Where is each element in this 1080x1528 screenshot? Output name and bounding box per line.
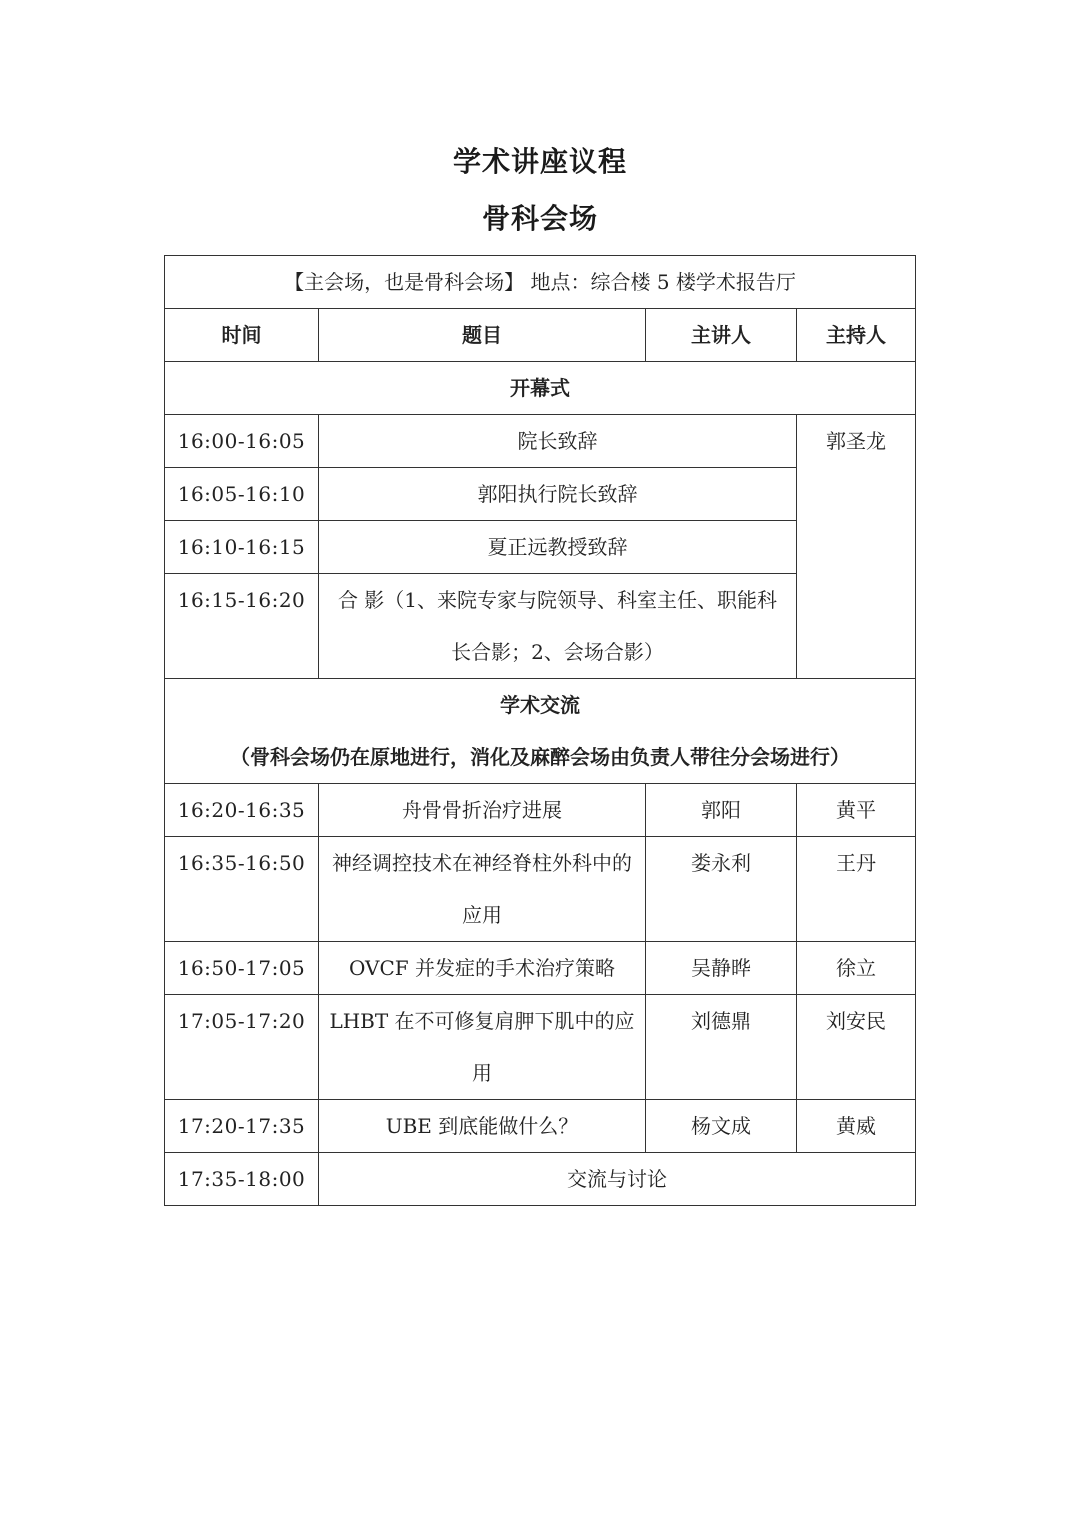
venue-text: 【主会场，也是骨科会场】 地点：综合楼 5 楼学术报告厅 [284,270,796,294]
header-topic: 题目 [319,309,646,362]
page-subtitle: 骨科会场 [481,202,598,235]
agenda-table [164,255,916,1206]
venue-cell [165,256,916,309]
table-row [165,784,916,837]
page-title: 学术讲座议程 [452,145,627,178]
topic-cell: UBE 到底能做什么？ [319,1100,646,1153]
time-cell: 16:05-16:10 [165,468,319,521]
header-row [165,309,916,362]
header-host: 主持人 [797,309,916,362]
time-cell: 16:35-16:50 [165,837,319,942]
topic-cell: 神经调控技术在神经脊柱外科中的应用 [319,837,646,942]
speaker-cell: 刘德鼎 [646,995,797,1100]
time-cell: 17:35-18:00 [165,1153,319,1206]
header-time: 时间 [165,309,319,362]
opening-host-cell: 郭圣龙 [797,415,916,679]
opening-section-label: 开幕式 [165,362,916,415]
table-row [165,942,916,995]
table-row [165,1100,916,1153]
topic-cell: 郭阳执行院长致辞 [319,468,797,521]
time-cell: 16:20-16:35 [165,784,319,837]
speaker-cell: 杨文成 [646,1100,797,1153]
host-cell: 黄威 [797,1100,916,1153]
topic-cell: 合 影（1、来院专家与院领导、科室主任、职能科长合影；2、会场合影） [319,574,797,679]
topic-cell: 舟骨骨折治疗进展 [319,784,646,837]
topic-cell: 交流与讨论 [319,1153,916,1206]
host-cell: 刘安民 [797,995,916,1100]
topic-cell: OVCF 并发症的手术治疗策略 [319,942,646,995]
header-speaker: 主讲人 [646,309,797,362]
section-row [165,362,916,415]
academic-section-label: 学术交流 [500,693,581,717]
topic-cell: 夏正远教授致辞 [319,521,797,574]
topic-cell: LHBT 在不可修复肩胛下肌中的应用 [319,995,646,1100]
speaker-cell: 娄永利 [646,837,797,942]
academic-section-note: （骨科会场仍在原地进行，消化及麻醉会场由负责人带往分会场进行） [230,745,851,769]
time-cell: 16:15-16:20 [165,574,319,679]
section-row [165,679,916,784]
table-row [165,1153,916,1206]
table-row [165,837,916,942]
time-cell: 16:50-17:05 [165,942,319,995]
time-cell: 16:00-16:05 [165,415,319,468]
time-cell: 17:05-17:20 [165,995,319,1100]
table-row [165,415,916,468]
host-cell: 黄平 [797,784,916,837]
time-cell: 16:10-16:15 [165,521,319,574]
speaker-cell: 吴静晔 [646,942,797,995]
host-cell: 王丹 [797,837,916,942]
time-cell: 17:20-17:35 [165,1100,319,1153]
venue-row [165,256,916,309]
table-row [165,995,916,1100]
topic-cell: 院长致辞 [319,415,797,468]
host-cell: 徐立 [797,942,916,995]
academic-section-cell [165,679,916,784]
speaker-cell: 郭阳 [646,784,797,837]
